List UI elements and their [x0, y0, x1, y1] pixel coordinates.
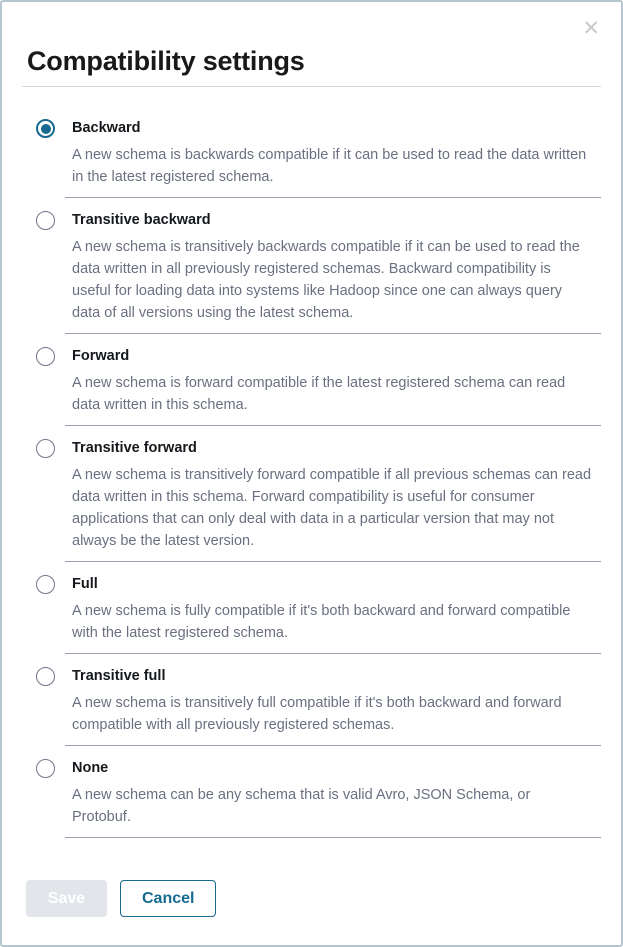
option-label[interactable]: Backward: [72, 120, 141, 136]
option-text: [72, 574, 592, 644]
option-text: [72, 438, 592, 552]
option-label[interactable]: Transitive forward: [72, 440, 197, 456]
option-label[interactable]: Transitive backward: [72, 212, 211, 228]
option-row-full: [22, 562, 601, 654]
option-label[interactable]: Transitive full: [72, 668, 166, 684]
radio-backward[interactable]: [36, 119, 55, 138]
save-button[interactable]: Save: [26, 880, 107, 917]
option-text: [72, 210, 592, 324]
option-row-transitive-forward: [22, 426, 601, 562]
option-label[interactable]: Forward: [72, 348, 130, 364]
cancel-button[interactable]: Cancel: [120, 880, 216, 917]
radio-transitive-backward[interactable]: [36, 211, 55, 230]
option-description: A new schema is backwards compatible if it can be used to read the data written in the latest registered schema.: [72, 147, 587, 185]
radio-forward[interactable]: [36, 347, 55, 366]
dialog-title: Compatibility settings: [27, 46, 305, 76]
option-description: A new schema is transitively forward compatible if all previous schemas can read data written in this schema. Forward compatibility is useful for consumer applications that can only deal with data in a particular version that may not always be the latest version.: [72, 467, 592, 549]
title-divider: [22, 86, 601, 87]
option-description: A new schema is transitively backwards compatible if it can be used to read the data written in all previously registered schemas. Backward compatibility is useful for loading data into systems like Hadoop since one can always query data of all versions using the latest schema.: [72, 239, 580, 321]
option-description: A new schema is fully compatible if it's both backward and forward compatible with the latest registered schema.: [72, 603, 571, 641]
radio-transitive-forward[interactable]: [36, 439, 55, 458]
option-description: A new schema can be any schema that is valid Avro, JSON Schema, or Protobuf.: [72, 787, 531, 825]
option-row-forward: [22, 334, 601, 426]
option-text: [72, 118, 592, 188]
option-row-transitive-backward: [22, 198, 601, 334]
option-text: [72, 666, 592, 736]
compatibility-options-list: [22, 106, 601, 838]
option-label[interactable]: Full: [72, 576, 98, 592]
option-row-none: [22, 746, 601, 838]
dialog-footer: [26, 880, 621, 917]
option-description: A new schema is forward compatible if the latest registered schema can read data written in this schema.: [72, 375, 566, 413]
option-text: [72, 758, 592, 828]
radio-full[interactable]: [36, 575, 55, 594]
option-text: [72, 346, 592, 416]
radio-none[interactable]: [36, 759, 55, 778]
option-description: A new schema is transitively full compatible if it's both backward and forward compatible with all previously registered schemas.: [72, 695, 562, 733]
close-icon[interactable]: ✕: [582, 17, 600, 40]
option-row-backward: [22, 106, 601, 198]
option-row-transitive-full: [22, 654, 601, 746]
option-label[interactable]: None: [72, 760, 109, 776]
radio-transitive-full[interactable]: [36, 667, 55, 686]
